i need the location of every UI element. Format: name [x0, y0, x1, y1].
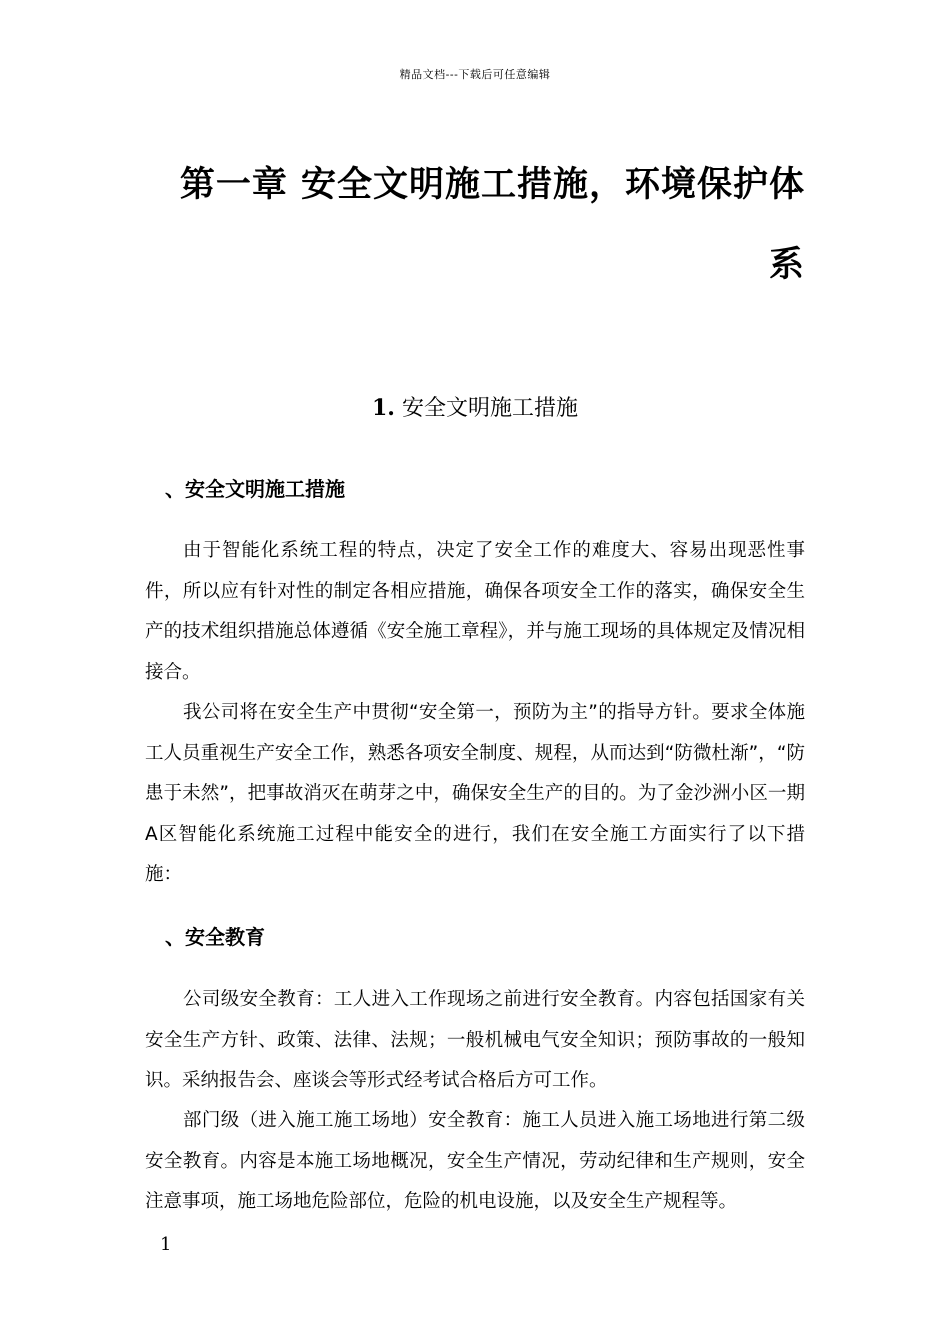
section-title — [0, 390, 950, 427]
page-number: 1 — [160, 1234, 172, 1255]
subsection-heading-safety-education: 、安全教育 — [165, 925, 265, 949]
paragraph: 由于智能化系统工程的特点，决定了安全工作的难度大、容易出现恶性事件，所以应有针对性的制定各相应措施，确保各项安全工作的落实，确保安全生产的技术组织措施总体遵循《安全施工章程》，并与施工现场的具体规定及情况相接合。 — [145, 540, 805, 683]
paragraph: 公司级安全教育：工人进入工作现场之前进行安全教育。内容包括国家有关安全生产方针、政策、法律、法规；一般机械电气安全知识；预防事故的一般知识。采纳报告会、座谈会等形式经考试合格后方可工作。 — [145, 989, 805, 1091]
paragraph: 部门级（进入施工施工场地）安全教育：施工人员进入施工场地进行第二级安全教育。内容是本施工场地概况，安全生产情况，劳动纪律和生产规则，安全注意事项，施工场地危险部位，危险的机电设施，以及安全生产规程等。 — [145, 1110, 805, 1212]
section-number: 1. — [372, 395, 395, 421]
subsection-heading-safety-measures: 、安全文明施工措施 — [165, 477, 345, 501]
chapter-title: 第一章 安全文明施工措施，环境保护体系 — [179, 165, 805, 285]
section-title-text: 安全文明施工措施 — [401, 396, 578, 421]
paragraph: 我公司将在安全生产中贯彻“安全第一，预防为主”的指导方针。要求全体施工人员重视生产安全工作，熟悉各项安全制度、规程，从而达到“防微杜渐”，“防患于未然”，把事故消灭在萌芽之中，确保安全生产的目的。为了金沙洲小区一期A区智能化系统施工过程中能安全的进行，我们在安全施工方面实行了以下措施： — [145, 702, 805, 885]
page-header-note: 精品文档---下载后可任意编辑 — [399, 68, 551, 81]
